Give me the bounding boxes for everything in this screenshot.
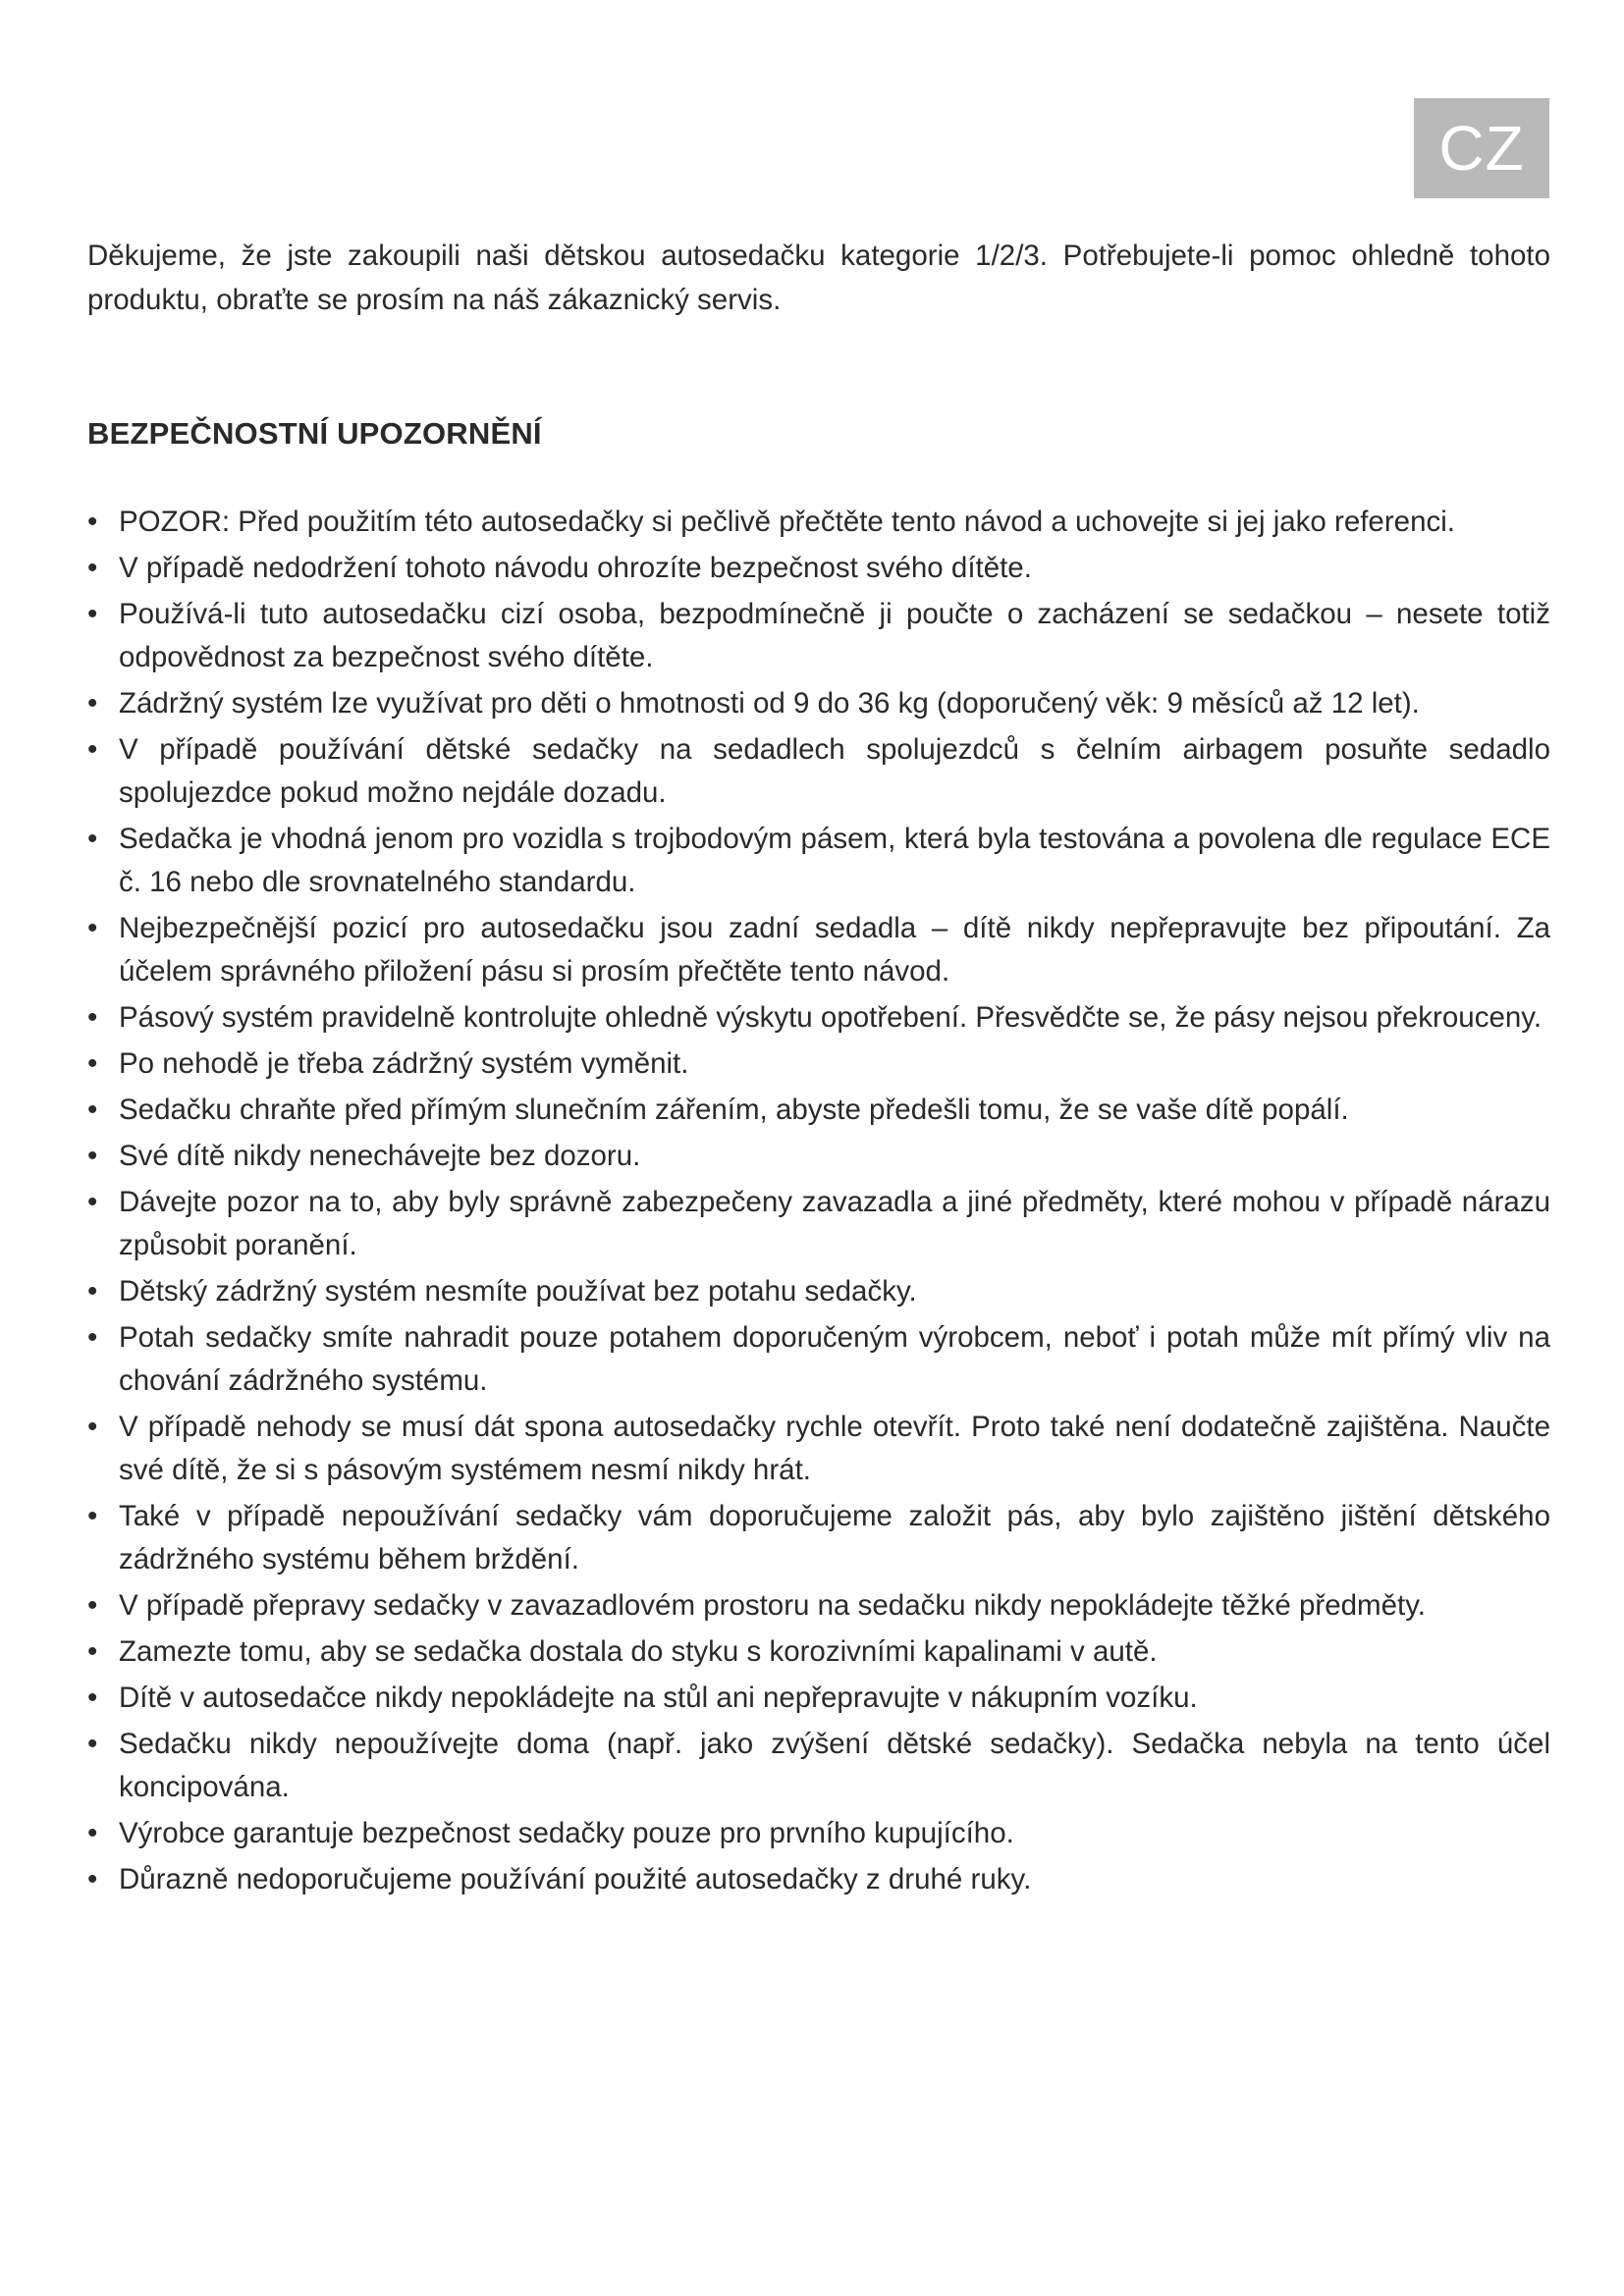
list-item	[87, 593, 1550, 679]
list-item	[87, 818, 1550, 904]
warning-text: Po nehodě je třeba zádržný systém vyměnit.	[119, 1047, 689, 1080]
list-item	[87, 1723, 1550, 1809]
list-item	[87, 1181, 1550, 1267]
language-badge: CZ	[1414, 98, 1549, 198]
list-item	[87, 1316, 1550, 1403]
bullet-icon: •	[87, 912, 98, 944]
warning-text: Sedačka je vhodná jenom pro vozidla s trojbodovým pásem, která byla testována a povolena dle regulace ECE č. 16 nebo dle srovnatelného standardu.	[119, 823, 1550, 898]
warning-text: Výrobce garantuje bezpečnost sedačky pouze pro prvního kupujícího.	[119, 1817, 1014, 1849]
bullet-icon: •	[87, 506, 98, 538]
list-item	[87, 728, 1550, 815]
warning-text: V případě nehody se musí dát spona autosedačky rychle otevřít. Proto také není dodatečně zajištěna. Naučte své dítě, že si s pásovým systémem nesmí nikdy hrát.	[119, 1411, 1550, 1486]
list-item	[87, 682, 1550, 725]
bullet-icon: •	[87, 1047, 98, 1080]
list-item	[87, 1042, 1550, 1086]
warning-text: Potah sedačky smíte nahradit pouze potahem doporučeným výrobcem, neboť i potah může mít přímý vliv na chování zádržného systému.	[119, 1321, 1550, 1397]
warning-text: Používá-li tuto autosedačku cizí osoba, bezpodmínečně ji poučte o zacházení se sedačkou – nesete totiž odpovědnost za bezpečnost svého dítěte.	[119, 598, 1550, 673]
warning-text: V případě přepravy sedačky v zavazadlovém prostoru na sedačku nikdy nepokládejte těžké předměty.	[119, 1589, 1426, 1622]
bullet-icon: •	[87, 733, 98, 766]
safety-warnings-list	[87, 501, 1550, 1904]
bullet-icon: •	[87, 1001, 98, 1034]
bullet-icon: •	[87, 1589, 98, 1622]
bullet-icon: •	[87, 1863, 98, 1896]
list-item	[87, 1270, 1550, 1313]
bullet-icon: •	[87, 1094, 98, 1126]
bullet-icon: •	[87, 1186, 98, 1218]
list-item	[87, 547, 1550, 590]
warning-text: Důrazně nedoporučujeme používání použité autosedačky z druhé ruky.	[119, 1863, 1032, 1896]
section-title: BEZPEČNOSTNÍ UPOZORNĚNÍ	[87, 416, 542, 451]
bullet-icon: •	[87, 1500, 98, 1532]
bullet-icon: •	[87, 1411, 98, 1443]
list-item	[87, 996, 1550, 1040]
bullet-icon: •	[87, 1321, 98, 1354]
warning-text: Sedačku nikdy nepoužívejte doma (např. jako zvýšení dětské sedačky). Sedačka nebyla na tento účel koncipována.	[119, 1728, 1550, 1803]
list-item	[87, 907, 1550, 993]
bullet-icon: •	[87, 1682, 98, 1714]
list-item	[87, 1406, 1550, 1492]
warning-text: Také v případě nepoužívání sedačky vám doporučujeme založit pás, aby bylo zajištěno jištění dětského zádržného systému během brždění.	[119, 1500, 1550, 1575]
list-item	[87, 1089, 1550, 1132]
bullet-icon: •	[87, 1635, 98, 1668]
list-item	[87, 501, 1550, 544]
warning-text: Nejbezpečnější pozicí pro autosedačku jsou zadní sedadla – dítě nikdy nepřepravujte bez připoutání. Za účelem správného přiložení pásu si prosím přečtěte tento návod.	[119, 912, 1550, 988]
warning-text: Zamezte tomu, aby se sedačka dostala do styku s korozivními kapalinami v autě.	[119, 1635, 1158, 1668]
bullet-icon: •	[87, 552, 98, 584]
warning-text: Své dítě nikdy nenechávejte bez dozoru.	[119, 1140, 641, 1172]
list-item	[87, 1677, 1550, 1720]
list-item	[87, 1630, 1550, 1674]
list-item	[87, 1858, 1550, 1901]
warning-text: Pásový systém pravidelně kontrolujte ohledně výskytu opotřebení. Přesvědčte se, že pásy nejsou překrouceny.	[119, 1001, 1543, 1034]
warning-text: Zádržný systém lze využívat pro děti o hmotnosti od 9 do 36 kg (doporučený věk: 9 měsíců až 12 let).	[119, 687, 1420, 720]
bullet-icon: •	[87, 1275, 98, 1308]
bullet-icon: •	[87, 1728, 98, 1760]
warning-text: Dítě v autosedačce nikdy nepokládejte na stůl ani nepřepravujte v nákupním vozíku.	[119, 1682, 1198, 1714]
warning-text: POZOR: Před použitím této autosedačky si pečlivě přečtěte tento návod a uchovejte si jej jako referenci.	[119, 506, 1455, 538]
warning-text: V případě používání dětské sedačky na sedadlech spolujezdců s čelním airbagem posuňte sedadlo spolujezdce pokud možno nejdále dozadu.	[119, 733, 1550, 809]
list-item	[87, 1812, 1550, 1855]
bullet-icon: •	[87, 598, 98, 630]
list-item	[87, 1135, 1550, 1178]
list-item	[87, 1495, 1550, 1581]
warning-text: Dětský zádržný systém nesmíte používat bez potahu sedačky.	[119, 1275, 917, 1308]
warning-text: V případě nedodržení tohoto návodu ohrozíte bezpečnost svého dítěte.	[119, 552, 1032, 584]
bullet-icon: •	[87, 1817, 98, 1849]
list-item	[87, 1584, 1550, 1628]
bullet-icon: •	[87, 823, 98, 855]
warning-text: Sedačku chraňte před přímým slunečním zářením, abyste předešli tomu, že se vaše dítě popálí.	[119, 1094, 1349, 1126]
bullet-icon: •	[87, 1140, 98, 1172]
bullet-icon: •	[87, 687, 98, 720]
intro-paragraph: Děkujeme, že jste zakoupili naši dětskou autosedačku kategorie 1/2/3. Potřebujete-li pomoc ohledně tohoto produktu, obraťte se prosím na náš zákaznický servis.	[87, 240, 1550, 316]
warning-text: Dávejte pozor na to, aby byly správně zabezpečeny zavazadla a jiné předměty, které mohou v případě nárazu způsobit poranění.	[119, 1186, 1550, 1261]
